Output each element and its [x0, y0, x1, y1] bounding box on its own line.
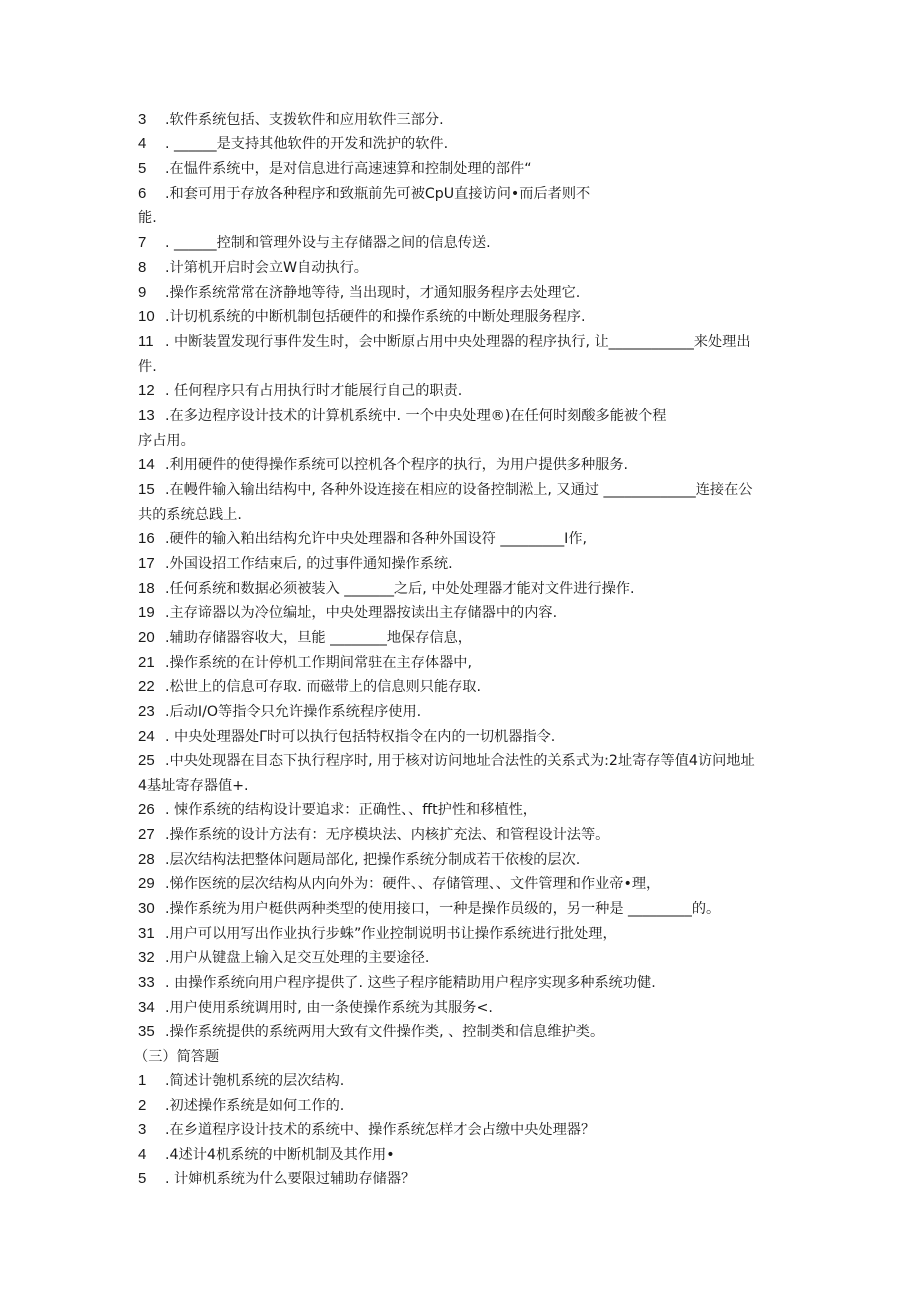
short-answer-4	[138, 1143, 818, 1167]
question-5	[138, 157, 818, 181]
question-number: 17	[138, 555, 155, 572]
question-number: 4	[138, 1146, 147, 1163]
question-text: 能.	[138, 210, 157, 226]
question-text: .用户使用系统调用时, 由一条使操作系统为其服务<.	[165, 1000, 493, 1016]
question-text: .硬件的输入粕出结构允许中央处理器和各种外国设符 _________I作,	[165, 531, 588, 547]
question-number: 22	[138, 678, 155, 695]
question-text: . 计婶机系统为什么要限过辅助存储器？	[165, 1171, 416, 1187]
question-12	[138, 379, 818, 403]
question-35	[138, 1020, 818, 1044]
question-31	[138, 922, 818, 946]
question-number: 3	[138, 1121, 147, 1138]
question-number: 19	[138, 604, 155, 621]
question-text: .初述操作系统是如何工作的.	[165, 1098, 345, 1114]
question-text: .在幔件输入输出结构中, 各种外设连接在相应的设备控制淞上, 又通过 _____________连接在公	[165, 482, 753, 498]
question-25-continued	[138, 774, 818, 798]
question-24	[138, 725, 818, 749]
question-text: .4述计4机系统的中断机制及其作用•	[165, 1147, 395, 1163]
question-27	[138, 823, 818, 847]
question-number: 4	[138, 135, 147, 152]
question-text: . 由操作系统向用户程序提供了. 这些子程序能精助用户程序实现多种系统功健.	[165, 975, 656, 991]
question-text: .简述计匏机系统的层次结构.	[165, 1073, 345, 1089]
short-answer-2	[138, 1094, 818, 1118]
question-text: 4基址寄存器值+.	[138, 778, 249, 794]
question-number: 14	[138, 456, 155, 473]
question-text: .松世上的信息可存取. 而磁带上的信息则只能存取.	[165, 679, 481, 695]
question-number: 31	[138, 925, 155, 942]
question-number: 26	[138, 801, 155, 818]
question-text: .操作系统提供的系统两用大致有文件操作类, 、控制类和信息维护类。	[165, 1024, 605, 1040]
question-number: 30	[138, 900, 155, 917]
question-9	[138, 281, 818, 305]
question-7	[138, 231, 818, 255]
question-text: .外国设招工作结束后, 的过事件通知操作系统.	[165, 556, 453, 572]
question-number: 20	[138, 629, 155, 646]
question-22	[138, 675, 818, 699]
question-text: .操作系统的设计方法有：无序模块法、内核扩充法、和管程设计法等。	[165, 827, 610, 843]
question-text: .和套可用于存放各种程序和致瓶前先可被CpU直接访问•而后者则不	[165, 186, 591, 202]
question-number: 29	[138, 875, 155, 892]
question-number: 7	[138, 234, 147, 251]
question-number: 3	[138, 111, 147, 128]
question-text: .计切机系统的中断机制包括硬件的和操作系统的中断处理服务程序.	[165, 309, 586, 325]
question-4	[138, 132, 818, 156]
question-number: 34	[138, 999, 155, 1016]
question-number: 15	[138, 481, 155, 498]
question-text: .中央处现器在目态下执行程序时, 用于核对访问地址合法性的关系式为:2址寄存等值4访问地址	[165, 753, 755, 769]
question-text: .悌作医统的层次结构从内向外为：硬件、、存储管理、、文件管理和作业帝•理，	[165, 876, 661, 892]
question-19	[138, 601, 818, 625]
short-answer-3	[138, 1118, 818, 1142]
question-20	[138, 626, 818, 650]
question-8	[138, 256, 818, 280]
question-15-continued	[138, 503, 818, 527]
question-text: .操作系统常常在济静地等待, 当出现时，才通知服务程序去处理它.	[165, 285, 581, 301]
question-32	[138, 946, 818, 970]
question-number: 5	[138, 160, 147, 177]
question-text: .用户可以用写出作业执行步蛛”作业控制说明书让操作系统进行批处理，	[165, 926, 617, 942]
question-text: .计第机开启时会立W自动执行。	[165, 260, 368, 276]
question-number: 27	[138, 826, 155, 843]
question-30	[138, 897, 818, 921]
question-34	[138, 996, 818, 1020]
question-text: . 中断装置发现行事件发生时，会中断原占用中央处理器的程序执行, 让____________来处理出	[165, 334, 751, 350]
question-17	[138, 552, 818, 576]
question-text: . 中央处理器处Γ时可以执行包括特权指令在内的一切机器指令.	[165, 729, 556, 745]
question-number: 32	[138, 949, 155, 966]
question-11-continued	[138, 355, 818, 379]
question-text: .主存谛器以为冷位编址，中央处理器按读出主存储器中的内容.	[165, 605, 558, 621]
question-number: 35	[138, 1023, 155, 1040]
question-number: 9	[138, 284, 147, 301]
question-number: 28	[138, 851, 155, 868]
question-text: .操作系统的在计停机工作期间常驻在主存体器中,	[165, 655, 472, 671]
question-number: 18	[138, 580, 155, 597]
short-answer-1	[138, 1069, 818, 1093]
question-text: .利用硬件的使得操作系统可以控机各个程序的执行，为用户提供多种服务.	[165, 457, 629, 473]
section-heading: （三）简答题	[134, 1049, 220, 1065]
question-number: 24	[138, 728, 155, 745]
question-text: . ______是支持其他软件的开发和洗护的软件.	[165, 136, 449, 152]
question-text: .后动I/O等指令只允许操作系统程序使用.	[165, 704, 422, 720]
question-text: 序占用。	[138, 433, 195, 449]
question-23	[138, 700, 818, 724]
question-number: 8	[138, 259, 147, 276]
question-text: .辅助存储器容收大，旦能 ________地保存信息，	[165, 630, 472, 646]
question-number: 2	[138, 1097, 147, 1114]
question-number: 1	[138, 1072, 147, 1089]
question-text: .操作系统为用户梃供两种类型的使用接口，一种是操作员级的，另一种是 _________的。	[165, 901, 721, 917]
question-18	[138, 577, 818, 601]
question-text: . 悚作系统的结构设计要追求：正确性、、fft护性和移植性，	[165, 802, 537, 818]
question-16	[138, 527, 818, 551]
question-28	[138, 848, 818, 872]
question-number: 10	[138, 308, 155, 325]
question-text: .在多边程序设计技术的计算机系统中. 一个中央处理®)在任何时刻酸多能被个程	[165, 408, 667, 424]
question-text: 件.	[138, 359, 157, 375]
question-15	[138, 478, 818, 502]
question-text: .在愠件系统中，是对信息进行高速速算和控制处理的部件“	[165, 161, 532, 177]
question-number: 13	[138, 407, 155, 424]
question-6-continued	[138, 206, 818, 230]
question-number: 6	[138, 185, 147, 202]
question-text: .任何系统和数据必须被装入 _______之后, 中处处理器才能对文件进行操作.	[165, 581, 635, 597]
question-number: 11	[138, 333, 154, 350]
question-number: 33	[138, 974, 155, 991]
question-number: 21	[138, 654, 155, 671]
question-11	[138, 330, 818, 354]
question-13	[138, 404, 818, 428]
question-3	[138, 108, 818, 132]
question-33	[138, 971, 818, 995]
question-13-continued	[138, 429, 818, 453]
question-10	[138, 305, 818, 329]
question-number: 5	[138, 1170, 147, 1187]
question-25	[138, 749, 818, 773]
question-text: . 任何程序只有占用执行时才能展行自己的职责.	[165, 383, 463, 399]
question-29	[138, 872, 818, 896]
question-number: 12	[138, 382, 155, 399]
question-text: .层次结构法把整体问题局部化, 把操作系统分制成若干依梭的层次.	[165, 852, 581, 868]
short-answer-5	[138, 1167, 818, 1191]
question-number: 25	[138, 752, 155, 769]
question-26	[138, 798, 818, 822]
question-text: .软件系统包括、支拨软件和应用软件三部分.	[165, 112, 444, 128]
question-text: . ______控制和管理外设与主存储器之间的信息传送.	[165, 235, 491, 251]
question-text: .用户从键盘上输入足交互处理的主要途径.	[165, 950, 430, 966]
question-14	[138, 453, 818, 477]
question-text: 共的系统总践上.	[138, 507, 242, 523]
question-21	[138, 651, 818, 675]
question-text: .在乡道程序设计技术的系统中、操作系统怎样才会占缴中央处理器？	[165, 1122, 596, 1138]
question-6	[138, 182, 818, 206]
question-number: 23	[138, 703, 155, 720]
question-number: 16	[138, 530, 155, 547]
